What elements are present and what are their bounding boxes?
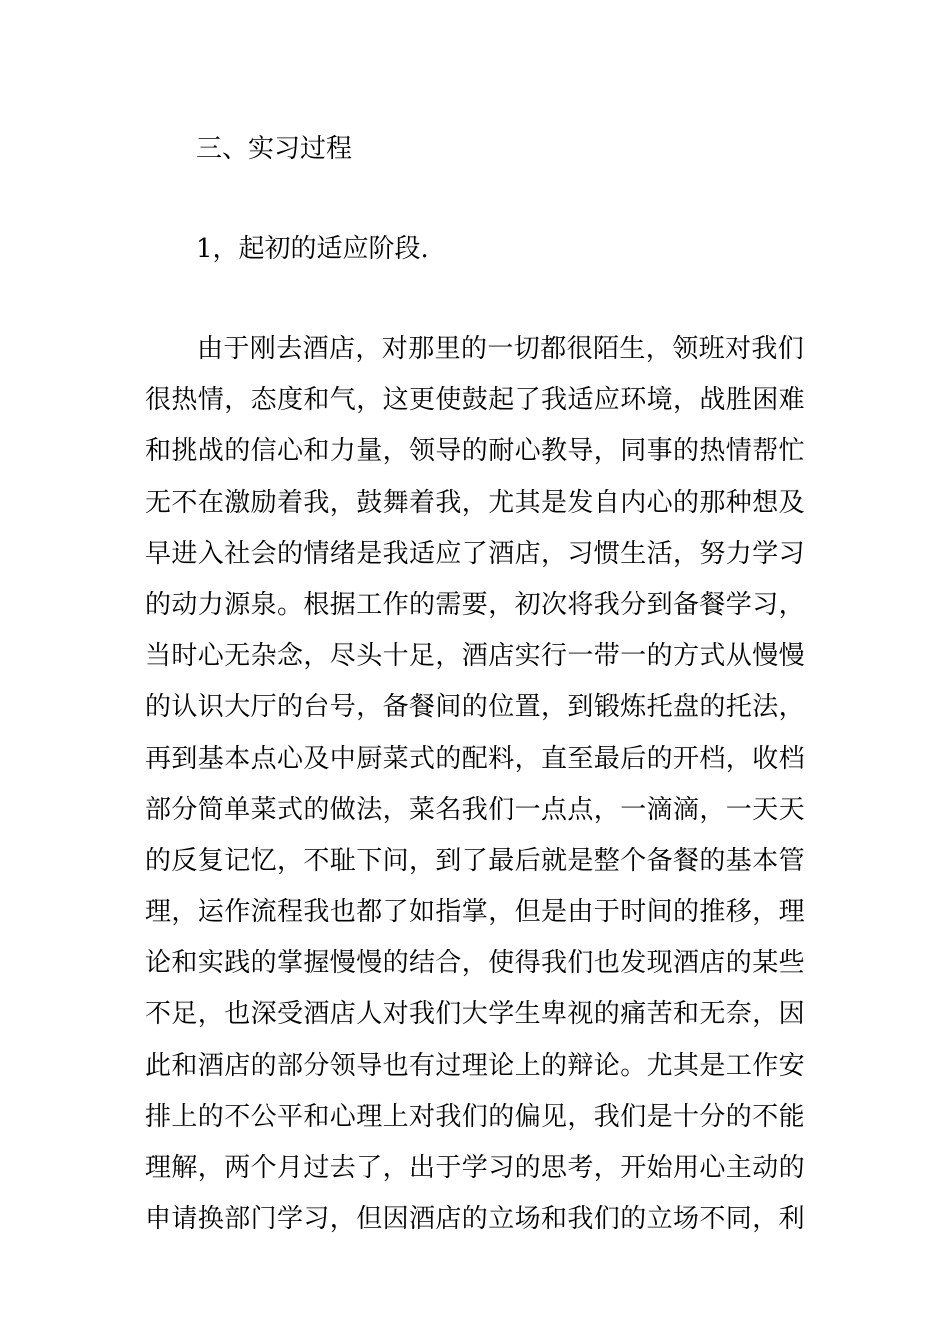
body-paragraph [145,334,815,1255]
paragraph-line: 当时心无杂念，尽头十足，酒店实行一带一的方式从慢慢 [145,641,806,672]
paragraph-line: 申请换部门学习，但因酒店的立场和我们的立场不同，利 [145,1204,806,1235]
paragraph-line: 不足，也深受酒店人对我们大学生卑视的痛苦和无奈，因 [145,999,806,1030]
paragraph-line: 的动力源泉。根据工作的需要，初次将我分到备餐学习， [145,589,806,620]
section-heading: 三、实习过程 [196,134,353,164]
paragraph-line: 排上的不公平和心理上对我们的偏见，我们是十分的不能 [145,1101,806,1132]
paragraph-line: 论和实践的掌握慢慢的结合，使得我们也发现酒店的某些 [145,948,806,979]
paragraph-line: 和挑战的信心和力量，领导的耐心教导，同事的热情帮忙 [145,436,806,467]
paragraph-line: 早进入社会的情绪是我适应了酒店，习惯生活，努力学习 [145,538,806,569]
paragraph-line: 理，运作流程我也都了如指掌，但是由于时间的推移，理 [145,897,806,928]
paragraph-line: 由于刚去酒店，对那里的一切都很陌生，领班对我们 [197,334,805,364]
subheading: 1，起初的适应阶段. [196,234,429,264]
paragraph-line: 再到基本点心及中厨菜式的配料，直至最后的开档，收档 [145,743,806,774]
paragraph-line: 很热情，态度和气，这更使鼓起了我适应环境，战胜困难 [145,385,806,416]
paragraph-line: 的反复记忆，不耻下问，到了最后就是整个备餐的基本管 [145,845,806,876]
paragraph-line: 的认识大厅的台号，备餐间的位置，到锻炼托盘的托法， [145,692,806,723]
paragraph-line: 此和酒店的部分领导也有过理论上的辩论。尤其是工作安 [145,1050,806,1081]
paragraph-line: 无不在激励着我，鼓舞着我，尤其是发自内心的那种想及 [145,487,806,518]
paragraph-line: 理解，两个月过去了，出于学习的思考，开始用心主动的 [145,1153,806,1183]
paragraph-line: 部分简单菜式的做法，菜名我们一点点，一滴滴，一天天 [145,794,806,825]
